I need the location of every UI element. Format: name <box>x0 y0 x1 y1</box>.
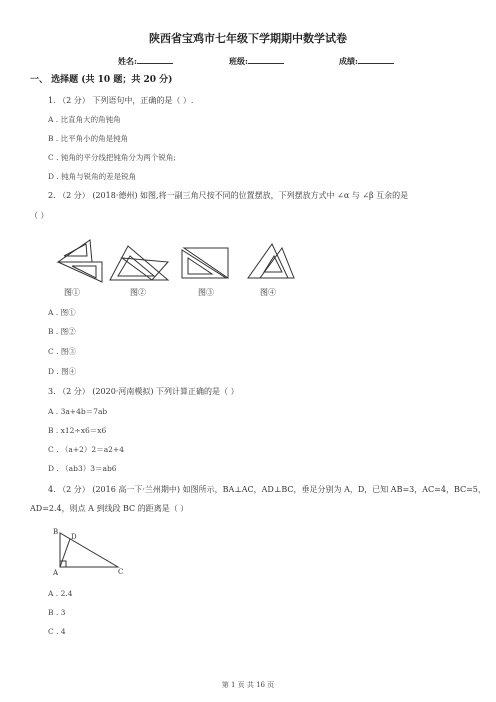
score-blank <box>358 54 394 64</box>
figure-1-triangles <box>58 240 102 282</box>
name-label: 姓名: <box>118 56 137 66</box>
point-a-label: A <box>53 569 59 577</box>
q2-stem-line2: （ ） <box>30 211 49 220</box>
figure-label-1: 图① <box>64 288 80 297</box>
class-blank <box>248 54 284 64</box>
q3-stem: 3. （2 分） (2020·河南模拟) 下列计算正确的是（ ） <box>48 387 239 396</box>
name-field <box>118 54 173 67</box>
q2-option-c: C . 图③ <box>48 347 76 356</box>
figure-4-triangles <box>248 244 294 278</box>
page-title: 陕西省宝鸡市七年级下学期期中数学试卷 <box>149 32 347 45</box>
page-footer: 第 1 页 共 16 页 <box>221 681 275 689</box>
q4-stem-line1: 4. （2 分） (2016 高一下·兰州期中) 如图所示，BA⊥AC，AD⊥BC，垂足分别为 A，D，已知 AB=3，AC=4，BC=5， <box>48 485 486 494</box>
q2-option-d: D . 图④ <box>48 367 77 376</box>
point-d-label: D <box>71 533 77 541</box>
q4-option-c: C . 4 <box>48 627 66 636</box>
q1-stem: 1. （2 分） 下列语句中，正确的是（ ）. <box>48 96 194 105</box>
q3-option-d: D . （ab3）3＝ab6 <box>48 464 117 473</box>
figure-label-4: 图④ <box>260 288 276 297</box>
section-heading: 一、 选择题 (共 10 题；共 20 分) <box>30 75 173 85</box>
q1-option-d: D . 钝角与锐角的差是锐角 <box>48 172 137 181</box>
score-label: 成绩: <box>339 56 358 66</box>
figure-label-3: 图③ <box>198 288 214 297</box>
figure-label-2: 图② <box>130 288 146 297</box>
score-field <box>339 54 394 67</box>
q1-option-c: C . 钝角的平分线把钝角分为两个锐角; <box>48 153 176 162</box>
q4-stem-line2: AD=2.4，则点 A 到线段 BC 的距离是（ ） <box>30 504 189 513</box>
q3-option-a: A . 3a+4b＝7ab <box>48 407 108 416</box>
name-blank <box>137 54 173 64</box>
set-square-figures <box>50 238 300 300</box>
point-b-label: B <box>53 528 59 536</box>
q3-option-c: C . （a+2）2＝a2+4 <box>48 445 124 454</box>
q1-option-b: B . 比平角小的角是钝角 <box>48 134 129 143</box>
class-label: 班级: <box>229 56 248 66</box>
class-field <box>229 54 284 67</box>
q3-option-b: B . x12÷x6＝x6 <box>48 426 107 435</box>
point-c-label: C <box>118 568 124 576</box>
q4-option-a: A . 2.4 <box>48 589 73 598</box>
q1-option-a: A . 比直角大的角钝角 <box>48 115 121 124</box>
q4-option-b: B . 3 <box>48 608 66 617</box>
figure-2-triangles <box>110 246 168 280</box>
q2-option-a: A . 图① <box>48 308 76 317</box>
q2-option-b: B . 图② <box>48 327 76 336</box>
figure-3-triangles <box>182 248 228 278</box>
right-triangle-figure <box>50 525 130 577</box>
q2-stem-line1: 2. （2 分） (2018·德州) 如图,将一副三角尺按不同的位置摆放，下列摆放方式中 ∠α 与 ∠β 互余的是 <box>48 191 409 200</box>
